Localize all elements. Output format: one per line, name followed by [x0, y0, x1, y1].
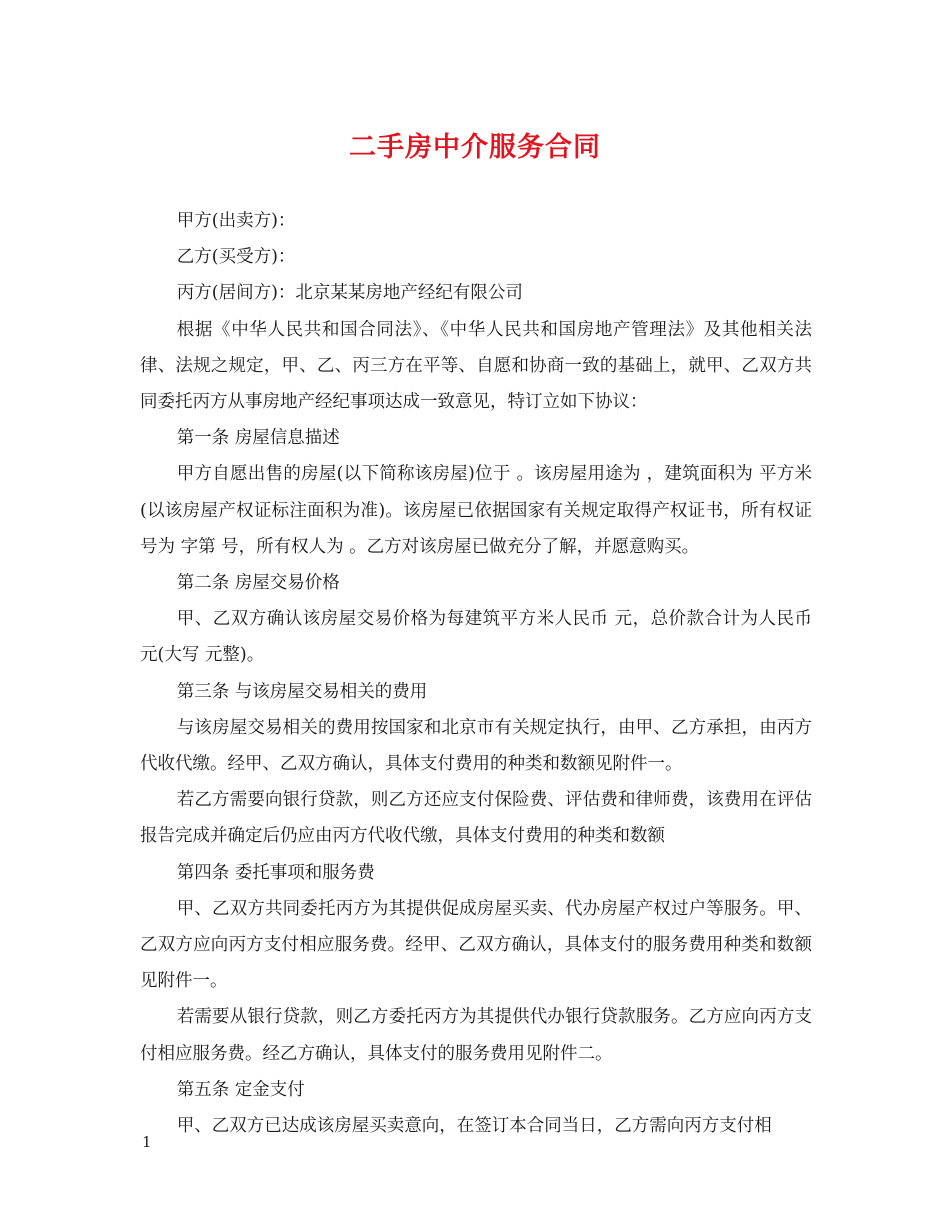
article-4-paragraph-1: 甲、乙双方共同委托丙方为其提供促成房屋买卖、代办房屋产权过户等服务。甲、乙双方应向丙方支付相应服务费。经甲、乙双方确认，具体支付的服务费用种类和数额见附件一。 [140, 898, 812, 992]
article-3-paragraph-1: 与该房屋交易相关的费用按国家和北京市有关规定执行，由甲、乙方承担，由丙方代收代缴。经甲、乙双方确认，具体支付费用的种类和数额见附件一。 [140, 717, 812, 775]
article-4-paragraph-2: 若需要从银行贷款，则乙方委托丙方为其提供代办银行贷款服务。乙方应向丙方支付相应服务费。经乙方确认，具体支付的服务费用见附件二。 [140, 1007, 812, 1064]
article-2-heading: 第二条 房屋交易价格 [176, 573, 340, 594]
article-3-heading: 第三条 与该房屋交易相关的费用 [176, 681, 428, 702]
document-title: 二手房中介服务合同 [349, 132, 601, 163]
party-c-line: 丙方(居间方)：北京某某房地产经纪有限公司 [176, 283, 523, 304]
article-3-paragraph-2: 若乙方需要向银行贷款，则乙方还应支付保险费、评估费和律师费，该费用在评估报告完成并确定后仍应由丙方代收代缴，具体支付费用的种类和数额 [140, 790, 812, 847]
party-a-line: 甲方(出卖方)： [176, 211, 296, 231]
preamble-paragraph: 根据《中华人民共和国合同法》、《中华人民共和国房地产管理法》及其他相关法律、法规之规定，甲、乙、丙三方在平等、自愿和协商一致的基础上，就甲、乙双方共同委托丙方从事房地产经纪事项达成一致意见，特订立如下协议： [140, 319, 812, 413]
article-1-paragraph: 甲方自愿出售的房屋(以下简称该房屋)位于 。该房屋用途为 ，建筑面积为 平方米(以该房屋产权证标注面积为准)。该房屋已依据国家有关规定取得产权证书，所有权证号为 字第 号，所有权人为 。乙方对该房屋已做充分了解，并愿意购买。 [140, 464, 812, 557]
article-2-paragraph: 甲、乙双方确认该房屋交易价格为每建筑平方米人民币 元，总价款合计为人民币 元(大写 元整)。 [140, 609, 812, 666]
article-5-paragraph: 甲、乙双方已达成该房屋买卖意向，在签订本合同当日，乙方需向丙方支付相 [176, 1116, 772, 1137]
article-5-heading: 第五条 定金支付 [176, 1079, 305, 1100]
page-number: 1 [142, 1133, 152, 1151]
article-4-heading: 第四条 委托事项和服务费 [176, 862, 375, 883]
document-body [140, 203, 812, 1144]
article-1-heading: 第一条 房屋信息描述 [176, 428, 340, 449]
party-b-line: 乙方(买受方)： [176, 247, 296, 268]
